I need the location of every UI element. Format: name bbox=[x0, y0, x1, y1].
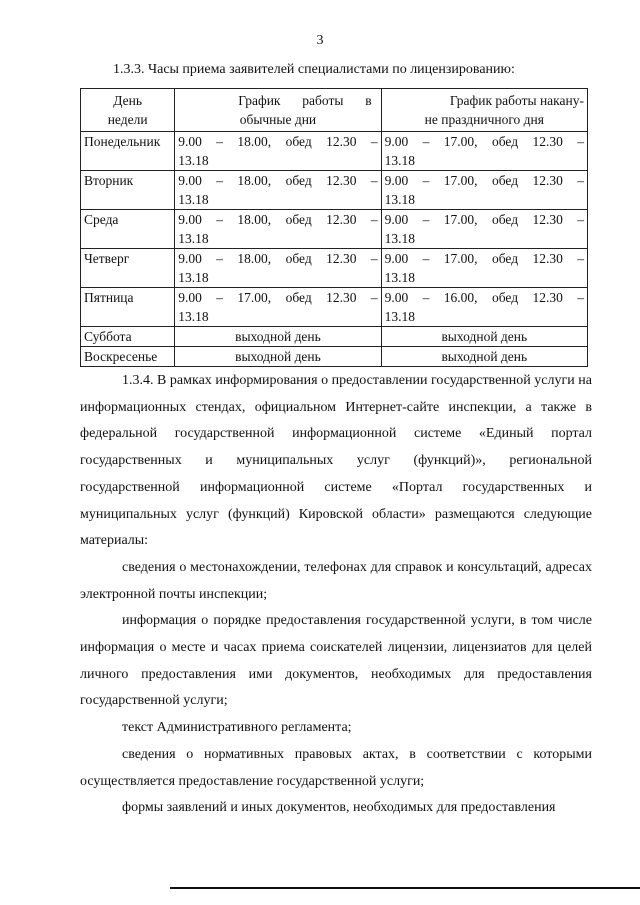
preholiday-hours-cell bbox=[381, 288, 587, 327]
preholiday-hours-line1: 9.00 – 17.00, обед 12.30 – bbox=[384, 134, 584, 149]
preholiday-hours-cell bbox=[381, 210, 587, 249]
footer-rule bbox=[170, 887, 640, 889]
header-day-line1: День bbox=[113, 93, 142, 108]
list-item: информация о порядке предоставления государственной услуги, в том числе информация о месте и часах приема соискателей лицензии, лицензиатов для целей личного предоставления ими документов, необходимых для предоставления государственной услуги; bbox=[80, 613, 592, 709]
table-row-weekend bbox=[81, 327, 588, 347]
regular-hours-line2: 13.18 bbox=[178, 309, 209, 324]
day-cell: Суббота bbox=[81, 327, 175, 347]
table-row bbox=[81, 171, 588, 210]
preholiday-hours-line2: 13.18 bbox=[384, 270, 415, 285]
regular-hours-cell bbox=[175, 210, 381, 249]
table-row bbox=[81, 210, 588, 249]
header-preholiday-line1: График работы накану- bbox=[449, 93, 584, 108]
paragraph-1-3-4: 1.3.4. В рамках информирования о предоставлении государственной услуги на информационных стендах, официальном Интернет-сайте инспекции, а также в федеральной государственной информационной системе «Единый портал государственных и муниципальных услуг (функций)», региональной государственной информационной системе «Портал государственных и муниципальных услуг (функций) Кировской области» размещаются следующие материалы: bbox=[80, 373, 592, 549]
preholiday-hours-line2: 13.18 bbox=[384, 309, 415, 324]
regular-hours-line1: 9.00 – 18.00, обед 12.30 – bbox=[178, 173, 378, 188]
table-row bbox=[81, 132, 588, 171]
day-cell: Вторник bbox=[81, 171, 175, 210]
header-preholiday bbox=[381, 89, 587, 132]
regular-hours-line1: 9.00 – 18.00, обед 12.30 – bbox=[178, 212, 378, 227]
regular-hours-cell bbox=[175, 249, 381, 288]
list-item: текст Административного регламента; bbox=[122, 720, 352, 736]
preholiday-hours-line1: 9.00 – 16.00, обед 12.30 – bbox=[384, 290, 584, 305]
regular-hours-cell bbox=[175, 288, 381, 327]
regular-hours-line1: 9.00 – 18.00, обед 12.30 – bbox=[178, 251, 378, 266]
preholiday-hours-line2: 13.18 bbox=[384, 231, 415, 246]
table-title: 1.3.3. Часы приема заявителей специалистами по лицензированию: bbox=[113, 62, 515, 77]
preholiday-hours-line1: 9.00 – 17.00, обед 12.30 – bbox=[384, 251, 584, 266]
regular-hours-line1: 9.00 – 18.00, обед 12.30 – bbox=[178, 134, 378, 149]
header-regular bbox=[175, 89, 381, 132]
day-cell: Понедельник bbox=[81, 132, 175, 171]
day-cell: Среда bbox=[81, 210, 175, 249]
header-regular-line2: обычные дни bbox=[239, 112, 317, 127]
regular-hours-line1: 9.00 – 17.00, обед 12.30 – bbox=[178, 290, 378, 305]
body-text bbox=[80, 368, 592, 822]
regular-hours-cell: выходной день bbox=[175, 327, 381, 347]
preholiday-hours-line2: 13.18 bbox=[384, 153, 415, 168]
preholiday-hours-line1: 9.00 – 17.00, обед 12.30 – bbox=[384, 173, 584, 188]
list-item: сведения о нормативных правовых актах, в соответствии с которыми осуществляется предоставление государственной услуги; bbox=[80, 746, 592, 789]
table-header-row bbox=[81, 89, 588, 132]
page-number: 3 bbox=[316, 33, 324, 48]
regular-hours-line2: 13.18 bbox=[178, 231, 209, 246]
day-cell: Пятница bbox=[81, 288, 175, 327]
regular-hours-line2: 13.18 bbox=[178, 192, 209, 207]
list-item: сведения о местонахождении, телефонах для справок и консультаций, адресах электронной почты инспекции; bbox=[80, 559, 592, 602]
preholiday-hours-line1: 9.00 – 17.00, обед 12.30 – bbox=[384, 212, 584, 227]
table-row-weekend bbox=[81, 347, 588, 367]
day-cell: Четверг bbox=[81, 249, 175, 288]
header-preholiday-line2: не праздничного дня bbox=[424, 112, 544, 127]
regular-hours-line2: 13.18 bbox=[178, 153, 209, 168]
preholiday-hours-cell: выходной день bbox=[381, 327, 587, 347]
header-day bbox=[81, 89, 175, 132]
table-row bbox=[81, 249, 588, 288]
schedule-table bbox=[80, 88, 588, 367]
preholiday-hours-line2: 13.18 bbox=[384, 192, 415, 207]
header-regular-line1: График работы в bbox=[238, 93, 372, 108]
table-row bbox=[81, 288, 588, 327]
regular-hours-cell bbox=[175, 132, 381, 171]
preholiday-hours-cell bbox=[381, 132, 587, 171]
preholiday-hours-cell bbox=[381, 171, 587, 210]
header-day-line2: недели bbox=[107, 112, 148, 127]
regular-hours-cell: выходной день bbox=[175, 347, 381, 367]
regular-hours-line2: 13.18 bbox=[178, 270, 209, 285]
list-item: формы заявлений и иных документов, необходимых для предоставления bbox=[122, 800, 556, 816]
preholiday-hours-cell bbox=[381, 249, 587, 288]
day-cell: Воскресенье bbox=[81, 347, 175, 367]
regular-hours-cell bbox=[175, 171, 381, 210]
preholiday-hours-cell: выходной день bbox=[381, 347, 587, 367]
